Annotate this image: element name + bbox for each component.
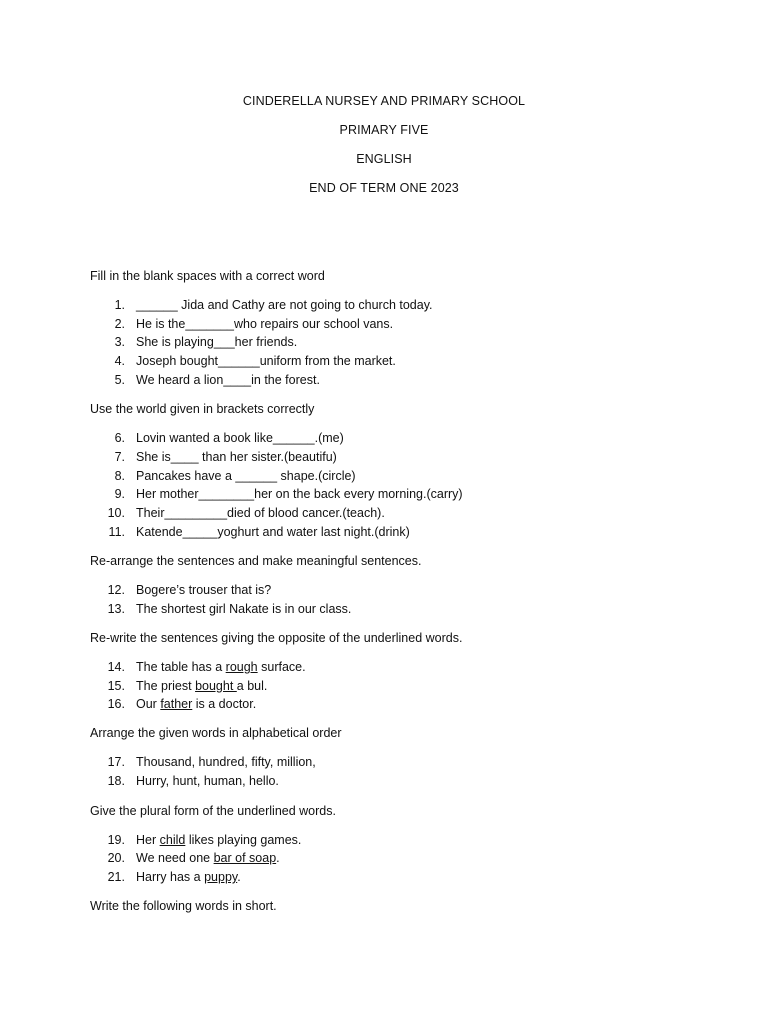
question-text: He is the_______who repairs our school vans. [136,317,394,331]
question-text [136,833,301,847]
question-item [90,755,710,773]
question-item [90,602,710,620]
term-name: END OF TERM ONE 2023 [309,181,459,195]
question-item [90,833,710,851]
question-number: 10. [107,506,125,520]
question-number: 21. [107,870,125,884]
question-number: 2. [114,317,125,331]
question-text: Katende_____yoghurt and water last night.(drink) [136,525,410,539]
school-name: CINDERELLA NURSEY AND PRIMARY SCHOOL [242,94,526,108]
question-number: 11. [108,525,125,539]
question-text: Joseph bought______uniform from the market. [136,354,396,368]
question-number: 3. [114,335,125,349]
question-item [90,506,710,524]
question-number: 13. [107,602,125,616]
text-before: We need one [136,851,214,865]
question-item [90,450,710,468]
question-item [90,487,710,505]
class-name: PRIMARY FIVE [339,123,429,137]
question-item [90,870,710,888]
question-item [90,469,710,487]
question-text: Hurry, hunt, human, hello. [136,774,279,788]
text-after: . [237,870,241,884]
question-text: Lovin wanted a book like______.(me) [136,431,344,445]
question-number: 5. [114,373,125,387]
question-number: 15. [107,679,125,693]
question-number: 7. [114,450,125,464]
question-number: 16. [107,697,125,711]
question-text: Her mother________her on the back every morning.(carry) [136,487,463,501]
text-after: likes playing games. [185,833,302,847]
underlined-word: father [160,697,193,711]
question-text: ______ Jida and Cathy are not going to church today. [136,298,433,312]
question-number: 19. [107,833,125,847]
question-text [136,660,306,674]
question-item [90,431,710,449]
underlined-word: bar of soap [213,851,277,865]
text-after: surface. [257,660,306,674]
instruction-alphabetical: Arrange the given words in alphabetical order [90,726,342,740]
underlined-word: child [159,833,186,847]
question-text: Bogere’s trouser that is? [136,583,272,597]
question-number: 18. [107,774,125,788]
text-before: Harry has a [136,870,205,884]
question-number: 12. [107,583,125,597]
question-item [90,335,710,353]
question-text: Thousand, hundred, fifty, million, [136,755,316,769]
question-text: Their_________died of blood cancer.(teach). [136,506,385,520]
question-text [136,679,267,693]
question-text: Pancakes have a ______ shape.(circle) [136,469,356,483]
question-text: She is playing___her friends. [136,335,298,349]
question-item [90,298,710,316]
question-item [90,697,710,715]
question-item [90,583,710,601]
question-item [90,774,710,792]
instruction-opposites: Re-write the sentences giving the opposite of the underlined words. [90,631,463,645]
question-number: 4. [114,354,125,368]
instruction-rearrange: Re-arrange the sentences and make meaningful sentences. [90,554,422,568]
text-before: The table has a [136,660,226,674]
question-text: The shortest girl Nakate is in our class. [136,602,352,616]
question-text [136,851,280,865]
question-number: 8. [114,469,125,483]
question-item [90,660,710,678]
question-number: 14. [107,660,125,674]
question-text: We heard a lion____in the forest. [136,373,320,387]
question-number: 20. [107,851,125,865]
question-item [90,679,710,697]
question-item [90,354,710,372]
question-text [136,697,256,711]
question-item [90,317,710,335]
instruction-plural: Give the plural form of the underlined words. [90,804,336,818]
question-number: 1. [114,298,125,312]
underlined-word: puppy [204,870,238,884]
underlined-word: rough [225,660,258,674]
instruction-short-form: Write the following words in short. [90,899,277,913]
underlined-word: bought [195,679,237,693]
question-text [136,870,241,884]
text-after: . [276,851,280,865]
question-item [90,373,710,391]
question-text: She is____ than her sister.(beautifu) [136,450,337,464]
question-item [90,525,710,543]
question-number: 9. [114,487,125,501]
text-after: is a doctor. [192,697,257,711]
question-number: 6. [114,431,125,445]
text-before: The priest [136,679,196,693]
instruction-brackets: Use the world given in brackets correctly [90,402,315,416]
text-after: a bul. [236,679,268,693]
text-before: Our [136,697,161,711]
text-before: Her [136,833,160,847]
instruction-fill-blanks: Fill in the blank spaces with a correct word [90,269,325,283]
subject-name: ENGLISH [356,152,412,166]
question-item [90,851,710,869]
question-number: 17. [107,755,125,769]
